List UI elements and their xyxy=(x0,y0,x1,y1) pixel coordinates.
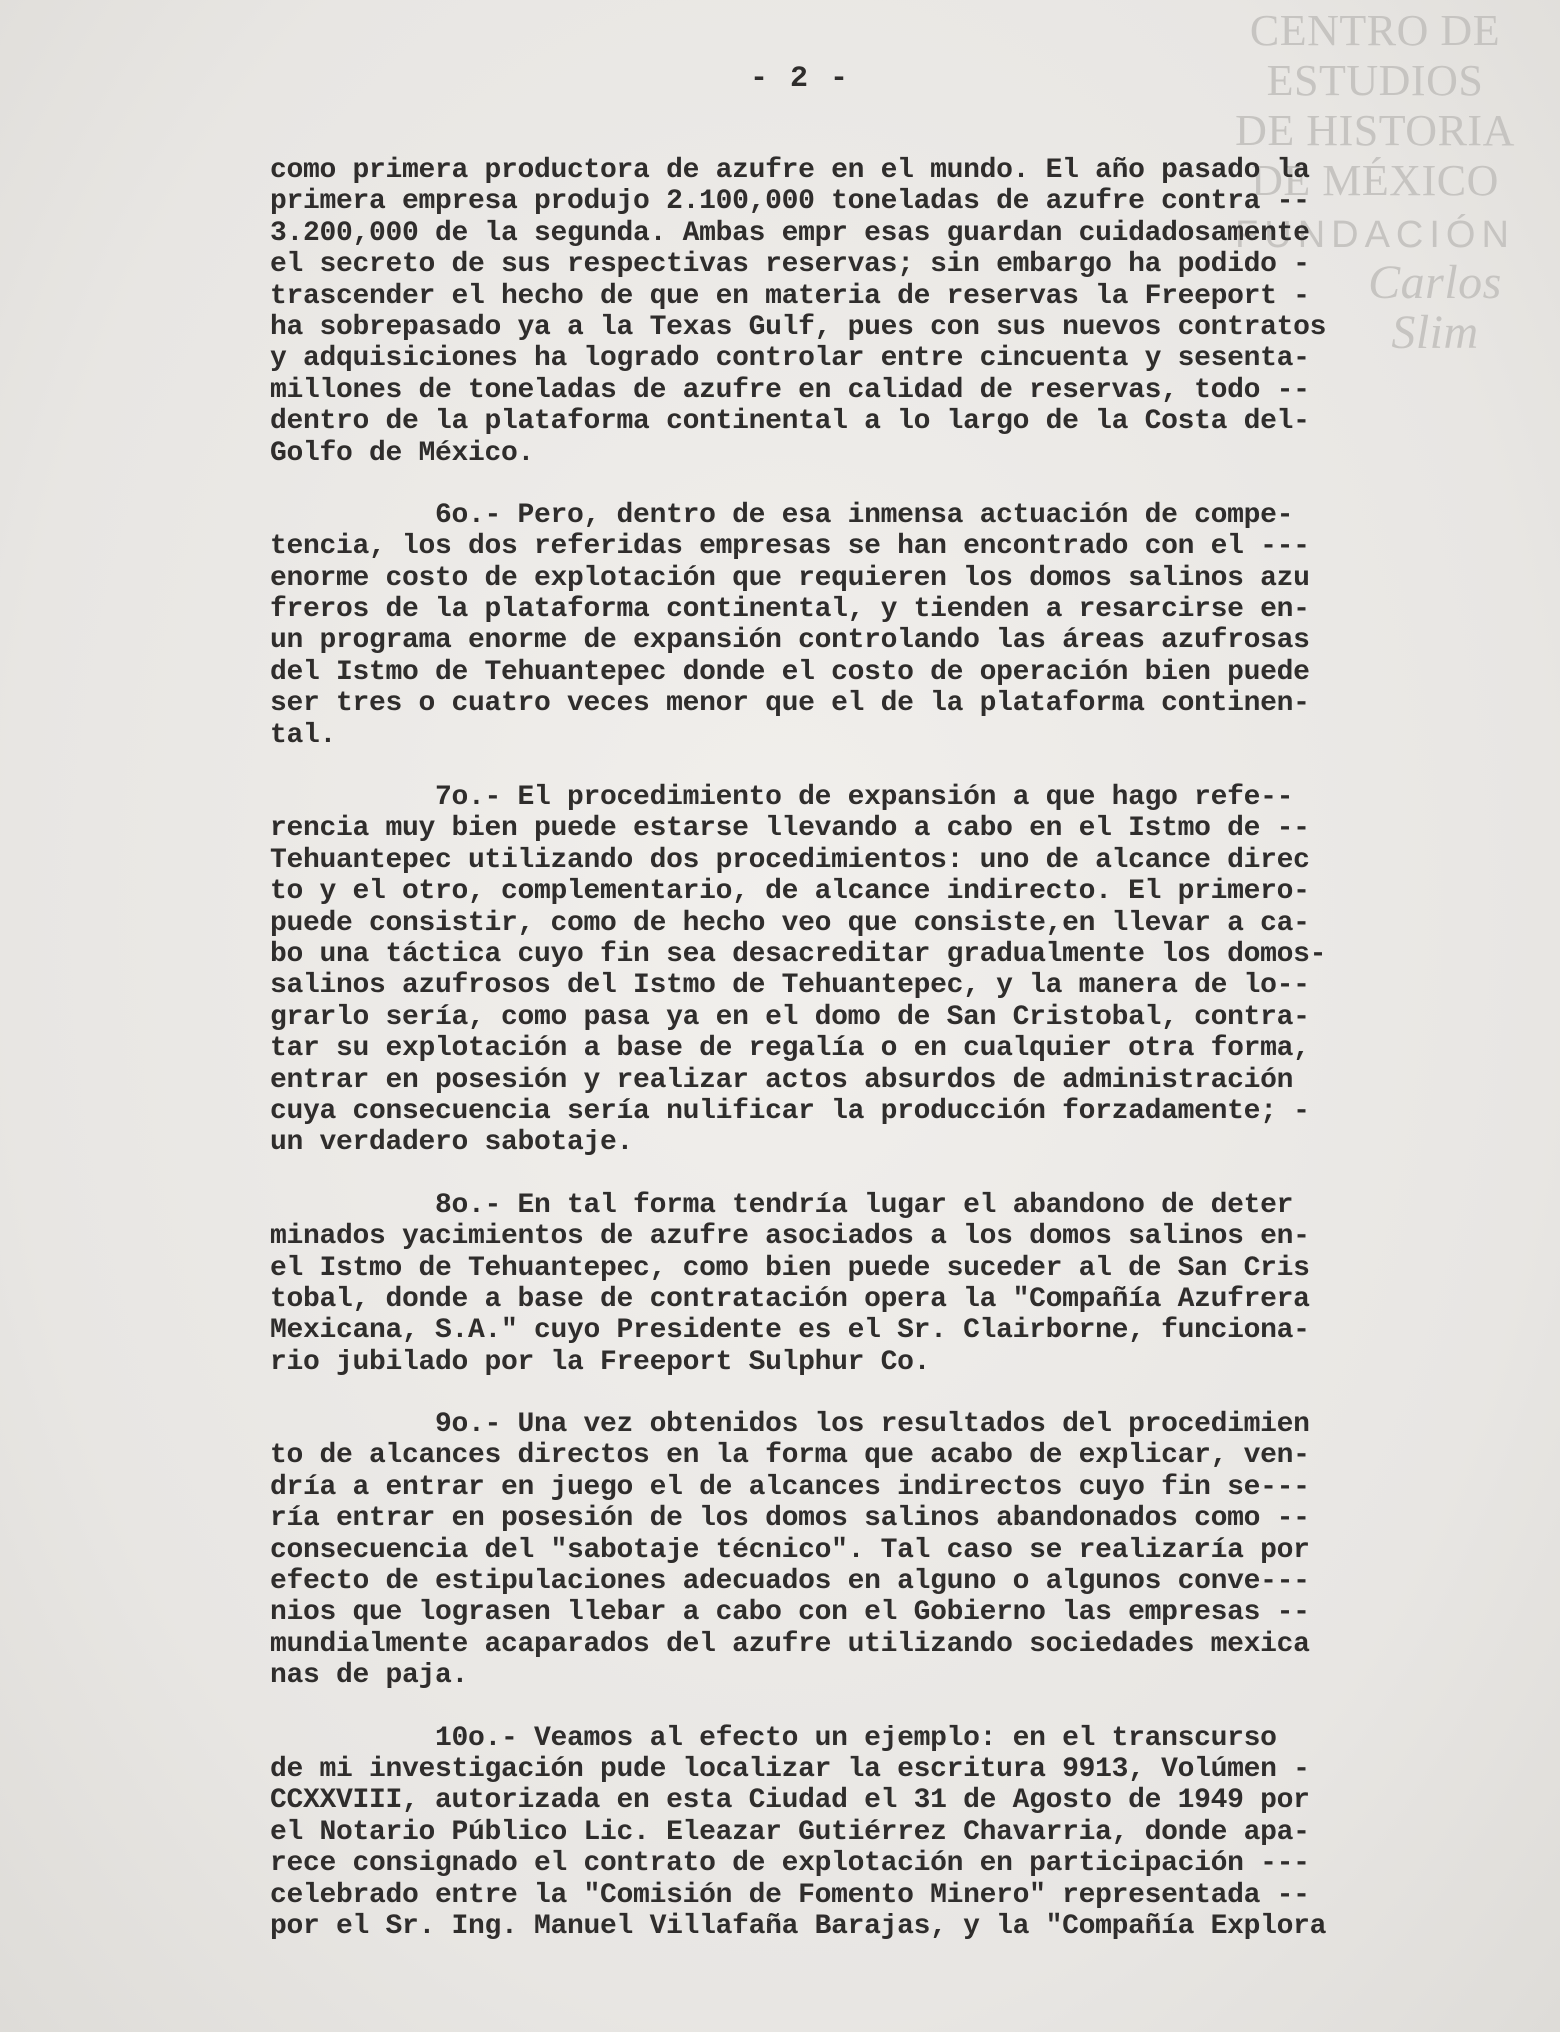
text-line: de mi investigación pude localizar la escritura 9913, Volúmen - xyxy=(270,1753,1310,1785)
paragraph xyxy=(270,500,1470,751)
text-line: efecto de estipulaciones adecuados en alguno o algunos conve--- xyxy=(270,1566,1310,1598)
text-line: Tehuantepec utilizando dos procedimientos: uno de alcance direc xyxy=(270,844,1310,876)
watermark-line-2: ESTUDIOS xyxy=(1266,56,1484,105)
text-line: 10o.- Veamos al efecto un ejemplo: en el transcurso xyxy=(270,1722,1277,1754)
text-line: un verdadero sabotaje. xyxy=(270,1127,634,1159)
paragraph xyxy=(270,782,1470,1159)
text-line: ser tres o cuatro veces menor que el de la plataforma continen- xyxy=(270,688,1310,720)
text-line: nas de paja. xyxy=(270,1660,469,1692)
text-line: consecuencia del "sabotaje técnico". Tal caso se realizaría por xyxy=(270,1534,1310,1566)
text-line: 6o.- Pero, dentro de esa inmensa actuación de compe- xyxy=(270,499,1294,531)
text-line: por el Sr. Ing. Manuel Villafaña Barajas, y la "Compañía Explora xyxy=(270,1910,1327,1942)
paragraph xyxy=(270,1190,1470,1378)
text-line: tobal, donde a base de contratación opera la "Compañía Azufrera xyxy=(270,1283,1310,1315)
text-line: 8o.- En tal forma tendría lugar el abandono de deter xyxy=(270,1189,1294,1221)
watermark-line-5: FUNDACIÓN xyxy=(1235,214,1515,256)
text-line: bo una táctica cuyo fin sea desacreditar gradualmente los domos- xyxy=(270,938,1327,970)
text-line: ha sobrepasado ya a la Texas Gulf, pues con sus nuevos contratos xyxy=(270,311,1327,343)
text-line: del Istmo de Tehuantepec donde el costo de operación bien puede xyxy=(270,656,1310,688)
watermark-line-1: CENTRO DE xyxy=(1249,6,1501,55)
text-line: rio jubilado por la Freeport Sulphur Co. xyxy=(270,1346,931,1378)
text-line: rencia muy bien puede estarse llevando a cabo en el Istmo de -- xyxy=(270,813,1310,845)
text-line: el secreto de sus respectivas reservas; sin embargo ha podido - xyxy=(270,249,1310,281)
text-line: 9o.- Una vez obtenidos los resultados del procedimien xyxy=(270,1409,1310,1441)
text-line: freros de la plataforma continental, y tienden a resarcirse en- xyxy=(270,594,1310,626)
text-line: y adquisiciones ha logrado controlar entre cincuenta y sesenta- xyxy=(270,343,1310,375)
paragraph xyxy=(270,1409,1470,1692)
text-line: 7o.- El procedimiento de expansión a que hago refe-- xyxy=(270,782,1294,814)
text-line: el Istmo de Tehuantepec, como bien puede suceder al de San Cris xyxy=(270,1252,1310,1284)
text-line: un programa enorme de expansión controlando las áreas azufrosas xyxy=(270,625,1310,657)
text-line: mundialmente acaparados del azufre utilizando sociedades mexica xyxy=(270,1628,1310,1660)
text-line: entrar en posesión y realizar actos absurdos de administración xyxy=(270,1064,1294,1096)
text-line: como primera productora de azufre en el mundo. El año pasado la xyxy=(270,155,1310,186)
text-line: ría entrar en posesión de los domos salinos abandonados como -- xyxy=(270,1503,1310,1535)
paragraph xyxy=(270,1723,1470,1943)
text-line: to y el otro, complementario, de alcance indirecto. El primero- xyxy=(270,876,1310,908)
watermark-signature: Carlos Slim xyxy=(1368,256,1502,359)
text-line: rece consignado el contrato de explotación en participación --- xyxy=(270,1848,1310,1880)
text-line: el Notario Público Lic. Eleazar Gutiérrez Chavarria, donde apa- xyxy=(270,1816,1310,1848)
text-line: CCXXVIII, autorizada en esta Ciudad el 31 de Agosto de 1949 por xyxy=(270,1785,1310,1817)
text-line: tar su explotación a base de regalía o en cualquier otra forma, xyxy=(270,1033,1310,1065)
document-body xyxy=(270,155,1470,1973)
text-line: millones de toneladas de azufre en calidad de reservas, todo -- xyxy=(270,374,1310,406)
text-line: salinos azufrosos del Istmo de Tehuantepec, y la manera de lo-- xyxy=(270,970,1310,1002)
text-line: grarlo sería, como pasa ya en el domo de San Cristobal, contra- xyxy=(270,1001,1310,1033)
text-line: Golfo de México. xyxy=(270,437,535,469)
text-line: celebrado entre la "Comisión de Fomento Minero" representada -- xyxy=(270,1879,1310,1911)
text-line: dentro de la plataforma continental a lo largo de la Costa del- xyxy=(270,406,1310,438)
text-line: dría a entrar en juego el de alcances indirectos cuyo fin se--- xyxy=(270,1471,1310,1503)
page-number: - 2 - xyxy=(749,62,850,96)
watermark-line-3: DE HISTORIA xyxy=(1235,106,1515,155)
text-line: puede consistir, como de hecho veo que consiste,en llevar a ca- xyxy=(270,907,1310,939)
text-line: trascender el hecho de que en materia de reservas la Freeport - xyxy=(270,280,1310,312)
text-line: cuya consecuencia sería nulificar la producción forzadamente; - xyxy=(270,1095,1310,1127)
text-line: Mexicana, S.A." cuyo Presidente es el Sr. Clairborne, funciona- xyxy=(270,1315,1310,1347)
text-line: nios que lograsen llebar a cabo con el Gobierno las empresas -- xyxy=(270,1597,1310,1629)
watermark-line-4: DE MÉXICO xyxy=(1251,156,1499,205)
text-line: enorme costo de explotación que requieren los domos salinos azu xyxy=(270,562,1310,594)
text-line: tencia, los dos referidas empresas se han encontrado con el --- xyxy=(270,531,1310,563)
text-line: primera empresa produjo 2.100,000 toneladas de azufre contra -- xyxy=(270,186,1310,218)
text-line: tal. xyxy=(270,719,337,751)
text-line: minados yacimientos de azufre asociados a los domos salinos en- xyxy=(270,1221,1310,1253)
paragraph xyxy=(270,155,1470,469)
text-line: 3.200,000 de la segunda. Ambas empr esas guardan cuidadosamente xyxy=(270,217,1310,249)
text-line: to de alcances directos en la forma que acabo de explicar, ven- xyxy=(270,1440,1310,1472)
